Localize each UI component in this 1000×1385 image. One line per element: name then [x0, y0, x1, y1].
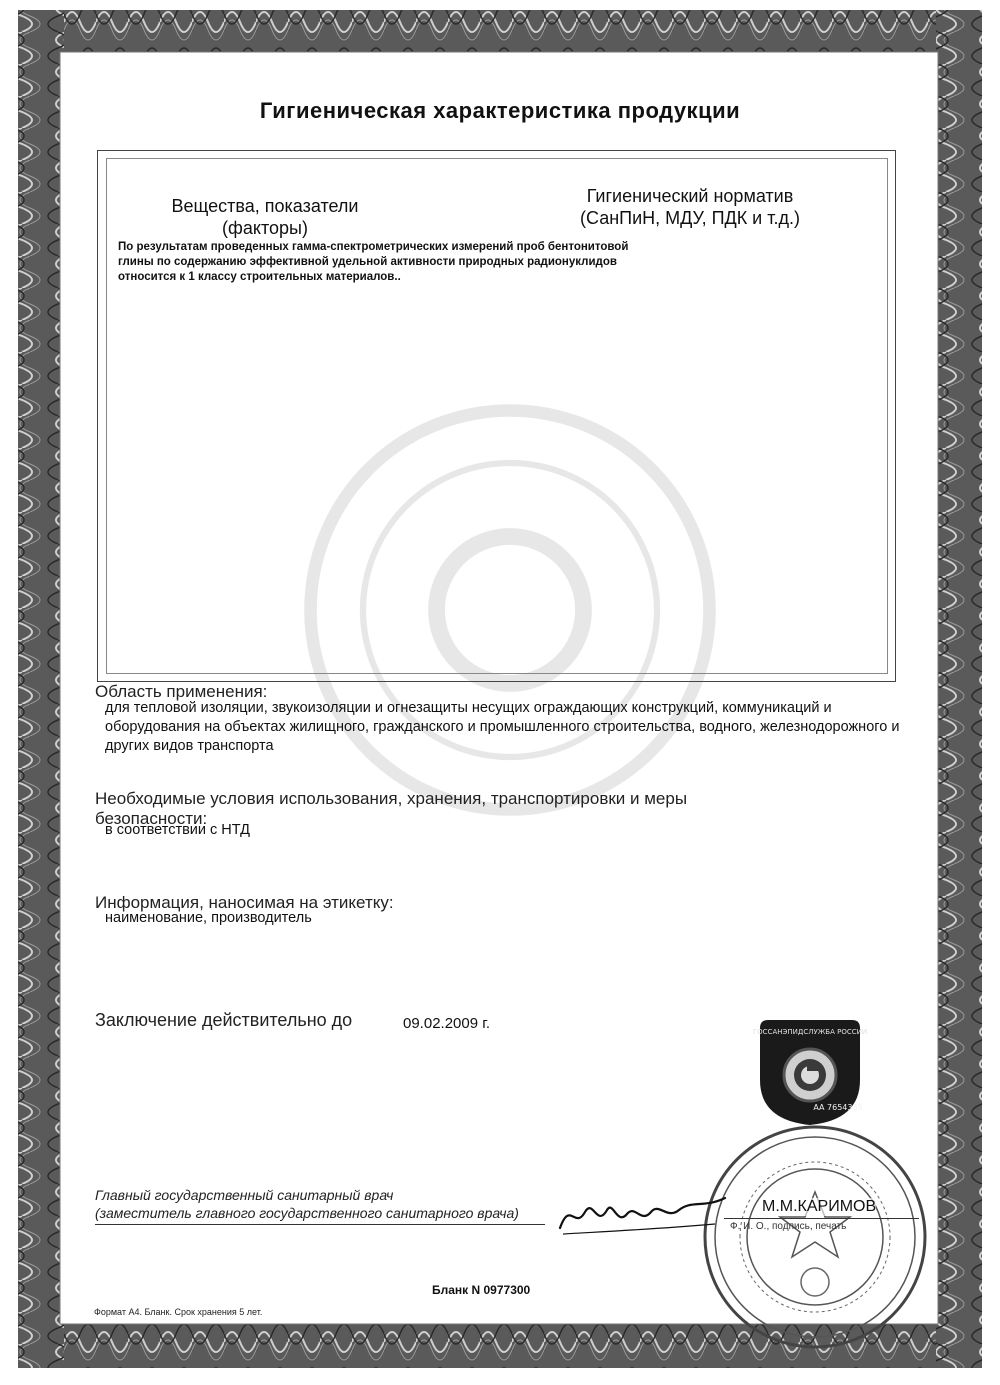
name-underline: [724, 1218, 919, 1219]
chief-doctor-title: [95, 1186, 519, 1222]
chief-title-line2: (заместитель главного государственного санитарного врача): [95, 1205, 519, 1221]
signatory-caption: Ф. И. О., подпись, печать: [730, 1221, 847, 1232]
footer-note: Формат А4. Бланк. Срок хранения 5 лет.: [94, 1307, 263, 1317]
column-substances-header: Вещества, показатели (факторы): [171, 196, 359, 238]
document-title: Гигиеническая характеристика продукции: [259, 98, 741, 123]
conditions-value: в соответствии с НТД: [105, 822, 250, 838]
measurement-result-text: По результатам проведенных гамма-спектрометрических измерений проб бентонитовой глины по содержанию эффективной удельной активности природных радионуклидов относится к 1 классу строительных материалов..: [118, 241, 629, 283]
handwritten-signature-icon: [555, 1190, 730, 1240]
hologram-text: ГОССАНЭПИДСЛУЖБА РОССИИ: [752, 1028, 868, 1036]
label-info-value: наименование, производитель: [105, 910, 312, 926]
column-norm-header: Гигиенический норматив (СанПиН, МДУ, ПДК и т.д.): [580, 186, 800, 228]
application-value: для тепловой изоляции, звукоизоляции и огнезащиты несущих ограждающих конструкций, коммуникаций и оборудования на объектах жилищного, гражданского и промышленного строительства, водного, железнодорожного и других видов транспорта: [105, 700, 900, 754]
conditions-label: Необходимые условия использования, хранения, транспортировки и меры безопасности:: [95, 789, 688, 828]
validity-label: Заключение действительно до: [95, 1010, 353, 1030]
signature-underline: [95, 1224, 545, 1225]
application-label: Область применения:: [95, 682, 268, 701]
chief-title-line1: Главный государственный санитарный врач: [95, 1187, 394, 1203]
hologram-serial: AA 7654335: [813, 1103, 863, 1112]
label-info-label: Информация, наносимая на этикетку:: [95, 893, 394, 912]
round-official-seal-icon: [700, 1122, 930, 1352]
validity-date: 09.02.2009 г.: [403, 1015, 491, 1032]
signatory-name: М.М.КАРИМОВ: [762, 1198, 877, 1215]
hologram-sticker-icon: [752, 1020, 868, 1125]
blank-number: Бланк N 0977300: [432, 1283, 531, 1297]
